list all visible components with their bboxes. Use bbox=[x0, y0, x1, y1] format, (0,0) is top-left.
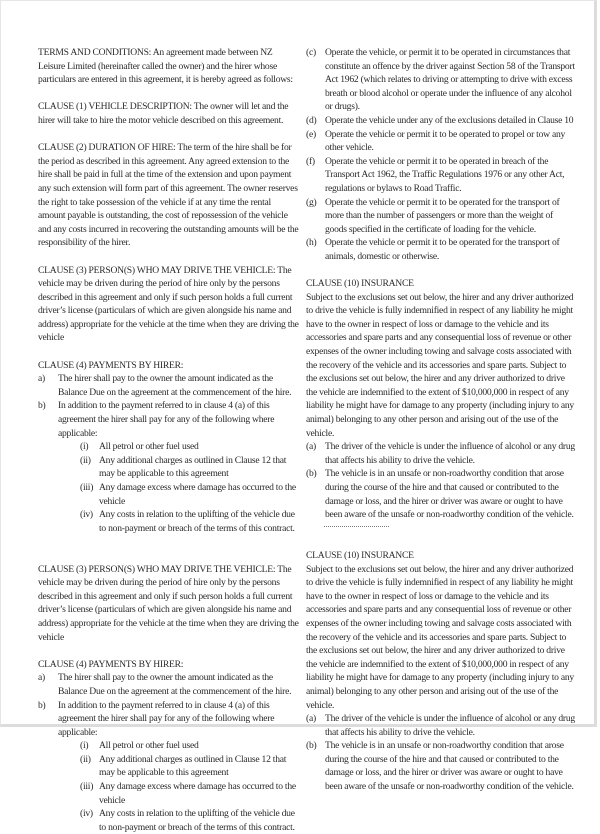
item-marker: (b) bbox=[306, 740, 317, 752]
sub-list-item bbox=[80, 807, 300, 834]
list-item bbox=[306, 128, 576, 155]
clause-4-heading: CLAUSE (4) PAYMENTS BY HIRER: bbox=[38, 658, 184, 670]
item-text: Operate the vehicle or permit it to be operated to propel or tow any other vehicle. bbox=[325, 128, 566, 154]
item-marker: (e) bbox=[306, 128, 316, 140]
list-item bbox=[38, 372, 300, 399]
item-marker: (i) bbox=[80, 740, 89, 752]
exclusions-list bbox=[306, 46, 576, 264]
clause-1-vehicle-description: CLAUSE (1) VEHICLE DESCRIPTION: The owner will let and the hirer will take to hire the motor vehicle described on this agreement. bbox=[38, 101, 289, 126]
clause-3-persons-who-may-drive-repeat: CLAUSE (3) PERSON(S) WHO MAY DRIVE THE VEHICLE: The vehicle may be driven during the period of hire only by the persons described in this agreement and only if such person holds a full current driver’s license (particulars of which are given alongside his name and address) appropriate for the vehicle at the time when they are driving the vehicle bbox=[38, 563, 299, 643]
clause-4-payments-repeat bbox=[38, 658, 300, 834]
clause-2-duration-of-hire: CLAUSE (2) DURATION OF HIRE: The term of the hire shall be for the period as described in this agreement. Any agreed extension to the hire shall be paid in full at the time of the extension and upon payment any such extension will form part of this agreement. The owner reserves the right to take possession of the vehicle if at any time the rental amount payable is outstanding, the cost of repossession of the vehicle and any costs incurred in recovering the outstanding amounts will be the responsibility of the hirer. bbox=[38, 142, 299, 249]
sub-list-item bbox=[80, 739, 300, 753]
item-marker: (b) bbox=[306, 468, 317, 480]
list-item bbox=[38, 671, 300, 698]
item-text: Operate the vehicle under any of the exclusions detailed in Clause 10 bbox=[325, 114, 574, 126]
item-marker: (iii) bbox=[80, 781, 94, 793]
item-marker: (ii) bbox=[80, 753, 91, 765]
sub-list-item bbox=[80, 454, 300, 481]
left-column bbox=[38, 46, 300, 834]
sub-list bbox=[38, 739, 300, 834]
list-item bbox=[306, 440, 576, 467]
item-text: All petrol or other fuel used bbox=[99, 441, 199, 453]
item-marker: (iv) bbox=[80, 509, 93, 521]
truncated-text-line bbox=[306, 522, 576, 536]
item-marker: (h) bbox=[306, 237, 317, 249]
item-marker: (a) bbox=[306, 441, 316, 453]
item-text: Any additional charges as outlined in Clause 12 that may be applicable to this agreement bbox=[99, 753, 287, 779]
item-text: The vehicle is in an unsafe or non-roadworthy condition that arose during the course of the hire and that caused or contributed to the damage or loss, and the hirer or driver was aware or ought to have been aware of the unsafe or non-roadworthy condition of the vehicle. bbox=[325, 468, 574, 521]
list-item bbox=[306, 46, 576, 114]
item-marker: b) bbox=[38, 400, 46, 412]
clause-10-body: Subject to the exclusions set out below, the hirer and any driver authorized to drive the vehicle is fully indemnified in respect of any liability he might have to the owner in respect of loss or damage to the vehicle and its accessories and spare parts and any consequential loss of revenue or other expenses of the owner including towing and salvage costs associated with the recovery of the vehicle and its accessories and spare parts. Subject to the exclusions set out below, the hirer and any driver authorized to drive the vehicle are indemnified to the extent of $10,000,000 in respect of any liability he might have for damage to any property (including injury to any animal) belonging to any other person and arising out of the use of the vehicle. bbox=[306, 291, 574, 439]
item-text: All petrol or other fuel used bbox=[99, 740, 199, 752]
sub-list-item bbox=[80, 780, 300, 807]
item-marker: (d) bbox=[306, 114, 317, 126]
item-marker: (iii) bbox=[80, 482, 94, 493]
list-item bbox=[306, 155, 576, 196]
item-text: Any additional charges as outlined in Clause 12 that may be applicable to this agreement bbox=[99, 454, 287, 480]
list-item bbox=[306, 712, 576, 739]
item-text: Any costs in relation to the uplifting of the vehicle due to non-payment or breach of the terms of this contract. bbox=[99, 509, 295, 534]
sub-list bbox=[38, 440, 300, 535]
item-text: Operate the vehicle, or permit it to be operated in circumstances that constitute an offence by the driver against Section 58 of the Transport Act 1962 (which relates to driving or attempting to drive with excess breath or blood alcohol or operate under the influence of any alcohol or drugs). bbox=[325, 47, 575, 113]
clause-4-heading: CLAUSE (4) PAYMENTS BY HIRER: bbox=[38, 359, 184, 371]
list-item bbox=[306, 196, 576, 237]
item-text: Operate the vehicle or permit it to be operated for the transport of animals, domestic or otherwise. bbox=[325, 237, 560, 262]
clause-3-persons-who-may-drive: CLAUSE (3) PERSON(S) WHO MAY DRIVE THE VEHICLE: The vehicle may be driven during the period of hire only by the persons described in this agreement and only if such person holds a full current driver’s license (particulars of which are given alongside his name and address) appropriate for the vehicle at the time when they are driving the vehicle bbox=[38, 264, 299, 344]
clause-4-payments bbox=[38, 359, 300, 536]
sub-list-item bbox=[80, 753, 300, 780]
sub-list-item bbox=[80, 440, 300, 454]
item-text: Any damage excess where damage has occurred to the vehicle bbox=[99, 482, 296, 507]
right-column bbox=[306, 46, 576, 794]
item-marker: (iv) bbox=[80, 808, 93, 820]
item-marker: (i) bbox=[80, 441, 89, 453]
item-marker: (ii) bbox=[80, 454, 91, 466]
item-text: In addition to the payment referred to in clause 4 (a) of this agreement the hirer shall pay for any of the following where applicable: bbox=[58, 699, 275, 738]
list-item bbox=[38, 699, 300, 740]
item-marker: b) bbox=[38, 699, 46, 711]
item-marker: (g) bbox=[306, 196, 317, 208]
item-marker: a) bbox=[38, 373, 45, 385]
clause-10-body: Subject to the exclusions set out below, the hirer and any driver authorized to drive the vehicle is fully indemnified in respect of any liability he might have to the owner in respect of loss or damage to the vehicle and its accessories and spare parts and any consequential loss of revenue or other expenses of the owner including towing and salvage costs associated with the recovery of the vehicle and its accessories and spare parts. Subject to the exclusions set out below, the hirer and any driver authorized to drive the vehicle are indemnified to the extent of $10,000,000 in respect of any liability he might have for damage to any property (including injury to any animal) belonging to any other person and arising out of the use of the vehicle. bbox=[306, 563, 574, 711]
item-text: The hirer shall pay to the owner the amount indicated as the Balance Due on the agreement at the commencement of the hire. bbox=[58, 373, 292, 398]
item-text: The driver of the vehicle is under the influence of alcohol or any drug that affects his ability to drive the vehicle. bbox=[325, 441, 575, 466]
list-item bbox=[306, 236, 576, 263]
item-marker: a) bbox=[38, 672, 45, 684]
clause-10-heading: CLAUSE (10) INSURANCE bbox=[306, 278, 414, 290]
item-marker: (c) bbox=[306, 47, 316, 58]
item-text: The hirer shall pay to the owner the amount indicated as the Balance Due on the agreement at the commencement of the hire. bbox=[58, 672, 292, 697]
item-text: Operate the vehicle or permit it to be operated in breach of the Transport Act 1962, the Traffic Regulations 1976 or any other Act, regulations or bylaws to Road Traffic. bbox=[325, 155, 565, 194]
item-text: Any costs in relation to the uplifting of the vehicle due to non-payment or breach of the terms of this contract. bbox=[99, 808, 295, 833]
clause-10-insurance-repeat bbox=[306, 549, 576, 794]
list-item bbox=[38, 399, 300, 440]
clause-10-heading: CLAUSE (10) INSURANCE bbox=[306, 549, 414, 561]
list-item bbox=[306, 467, 576, 521]
item-marker: (f) bbox=[306, 155, 315, 167]
terms-intro: TERMS AND CONDITIONS: An agreement made between NZ Leisure Limited (hereinafter called the owner) and the hirer whose particulars are entered in this agreement, it is hereby agreed as follows: bbox=[38, 47, 293, 86]
item-text: The vehicle is in an unsafe or non-roadworthy condition that arose during the course of the hire and that caused or contributed to the damage or loss, and the hirer or driver was aware or ought to have been aware of the unsafe or non-roadworthy condition of the vehicle. bbox=[325, 740, 574, 793]
item-text: Operate the vehicle or permit it to be operated for the transport of more than the number of passengers or more than the weight of goods specified in the certificate of loading for the vehicle. bbox=[325, 196, 560, 235]
sub-list-item bbox=[80, 508, 300, 535]
item-text: Any damage excess where damage has occurred to the vehicle bbox=[99, 781, 296, 806]
list-item bbox=[306, 114, 576, 128]
list-item bbox=[306, 739, 576, 793]
item-marker: (a) bbox=[306, 713, 316, 725]
item-text: In addition to the payment referred to in clause 4 (a) of this agreement the hirer shall pay for any of the following where applicable: bbox=[58, 400, 275, 439]
item-text: The driver of the vehicle is under the influence of alcohol or any drug that affects his ability to drive the vehicle. bbox=[325, 713, 575, 738]
sub-list-item bbox=[80, 481, 300, 508]
clause-10-insurance bbox=[306, 277, 576, 535]
